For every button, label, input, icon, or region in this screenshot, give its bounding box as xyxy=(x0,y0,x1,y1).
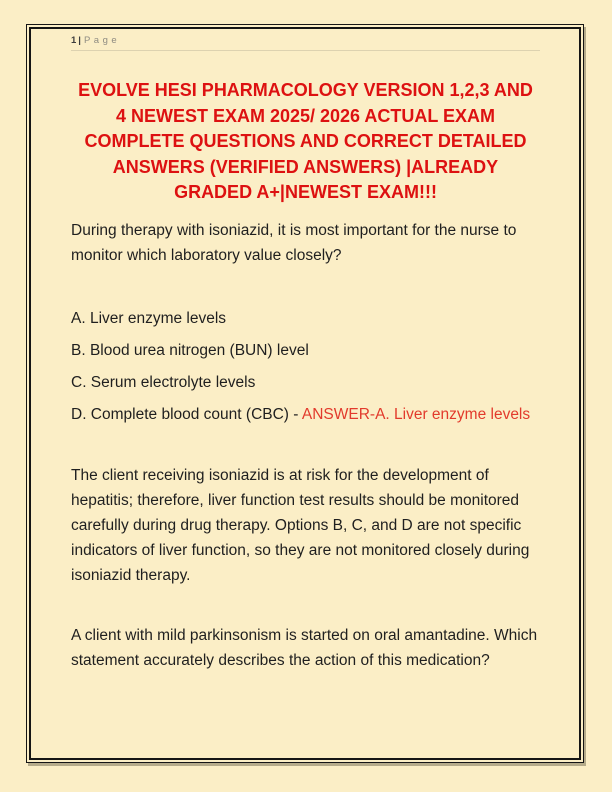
header-separator: | xyxy=(78,35,81,46)
rationale-text: The client receiving isoniazid is at risk for the development of hepatitis; therefore, liver function test results should be monitored carefully during drug therapy. Options B, C, and D are not specific indicators of liver function, so they are not monitored closely during isoniazid therapy. xyxy=(71,466,530,584)
title-line-2: 4 NEWEST EXAM 2025/ 2026 ACTUAL EXAM xyxy=(115,105,496,126)
title-line-1: EVOLVE HESI PHARMACOLOGY VERSION 1,2,3 AND xyxy=(78,80,533,100)
title-line-3: COMPLETE QUESTIONS AND CORRECT DETAILED xyxy=(84,131,527,151)
option-b: B. Blood urea nitrogen (BUN) level xyxy=(71,341,309,359)
page-label: Page xyxy=(83,35,121,46)
option-c: C. Serum electrolyte levels xyxy=(71,373,256,391)
option-d-text: D. Complete blood count (CBC) - xyxy=(71,405,302,423)
page-content xyxy=(31,29,579,758)
page-number: 1 xyxy=(71,35,77,46)
title-line-4: ANSWERS (VERIFIED ANSWERS) |ALREADY xyxy=(112,156,499,177)
title-line-5: GRADED A+|NEWEST EXAM!!! xyxy=(174,182,437,202)
page-title xyxy=(71,78,540,206)
answer-text: ANSWER-A. Liver enzyme levels xyxy=(301,405,531,423)
option-a: A. Liver enzyme levels xyxy=(71,309,227,327)
question-1-options xyxy=(71,306,540,427)
question-2-text: A client with mild parkinsonism is started on oral amantadine. Which statement accurately describes the action of this medication? xyxy=(71,626,538,669)
option-d xyxy=(71,402,540,427)
page-border-inner xyxy=(29,27,581,760)
page-header xyxy=(71,35,540,51)
question-1-text: During therapy with isoniazid, it is most important for the nurse to monitor which laboratory value closely? xyxy=(71,221,517,264)
page-border xyxy=(26,24,584,763)
